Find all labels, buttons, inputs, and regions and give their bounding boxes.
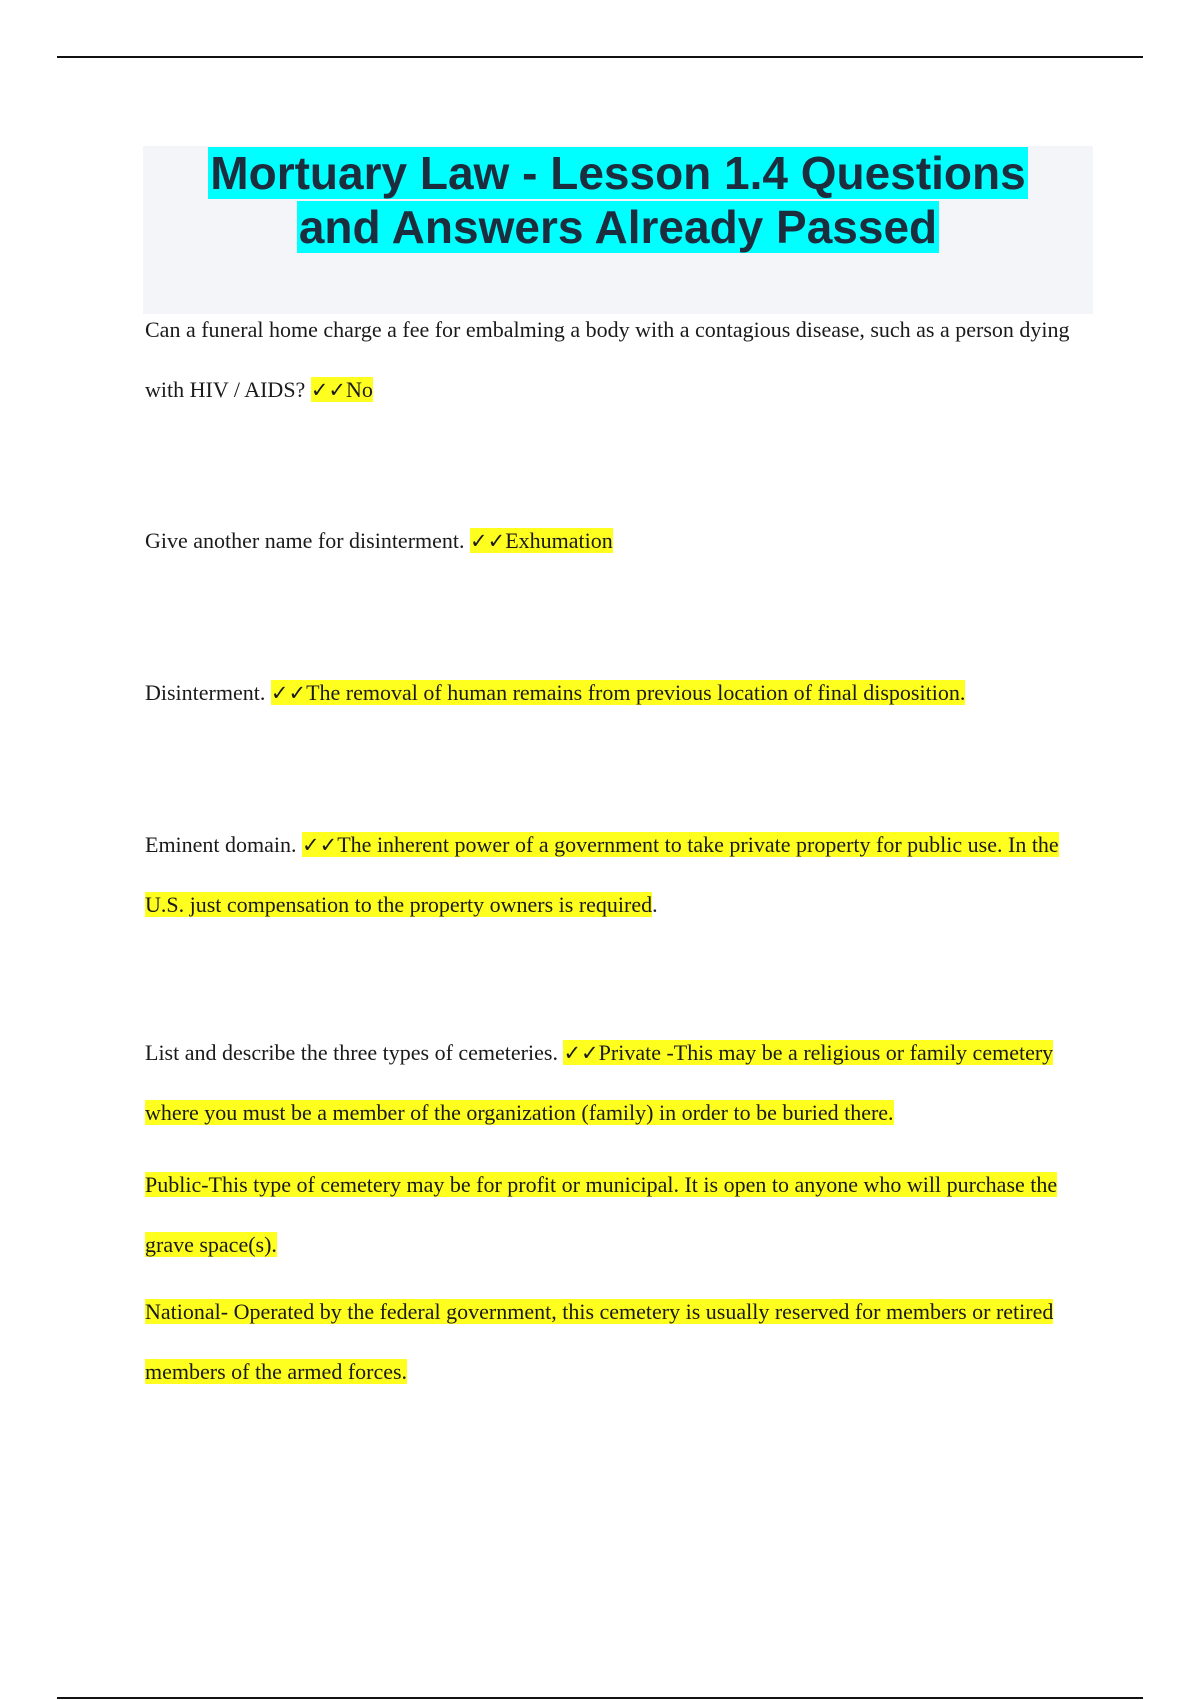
question-text: Give another name for disinterment.	[145, 528, 465, 553]
answer-text: Exhumation	[505, 528, 613, 553]
question-text: List and describe the three types of cemeteries.	[145, 1040, 558, 1065]
answer-highlight	[470, 528, 613, 553]
qa-item	[145, 815, 1095, 935]
bottom-rule	[57, 1697, 1143, 1699]
answer-text: National- Operated by the federal government, this cemetery is usually reserved for members or retired members of the armed forces.	[145, 1299, 1054, 1384]
answer-text: Public-This type of cemetery may be for profit or municipal. It is open to anyone who will purchase the grave space(s).	[145, 1172, 1058, 1257]
answer-text: The removal of human remains from previous location of final disposition.	[306, 680, 966, 705]
question-text: Can a funeral home charge a fee for embalming a body with a contagious disease, such as a person dying with HIV / AIDS?	[145, 317, 1070, 402]
qa-item	[145, 1023, 1095, 1143]
question-text: Disinterment.	[145, 680, 266, 705]
answer-text: Private -This may be a religious or family cemetery where you must be a member of the organization (family) in order to be buried there.	[145, 1040, 1054, 1125]
qa-item	[145, 511, 1095, 571]
double-check-icon: ✓✓	[563, 1041, 599, 1065]
title-line-2: and Answers Already Passed	[298, 201, 938, 253]
answer-paragraph-public	[145, 1155, 1095, 1275]
answer-highlight	[271, 680, 965, 705]
title-line-1: Mortuary Law - Lesson 1.4 Questions	[210, 147, 1026, 199]
top-rule	[57, 56, 1143, 58]
answer-paragraph-national	[145, 1282, 1095, 1402]
answer-highlight	[311, 377, 373, 402]
double-check-icon: ✓✓	[302, 833, 338, 857]
answer-text: No	[346, 377, 373, 402]
double-check-icon: ✓✓	[470, 529, 506, 553]
page-title	[143, 146, 1093, 254]
qa-item	[145, 663, 1095, 723]
qa-item	[145, 300, 1095, 420]
question-text: Eminent domain.	[145, 832, 297, 857]
answer-text: The inherent power of a government to take private property for public use. In the U.S. just compensation to the property owners is required	[145, 832, 1059, 917]
double-check-icon: ✓✓	[270, 681, 307, 705]
double-check-icon: ✓✓	[310, 378, 347, 402]
answer-trailing-period: .	[652, 892, 658, 917]
